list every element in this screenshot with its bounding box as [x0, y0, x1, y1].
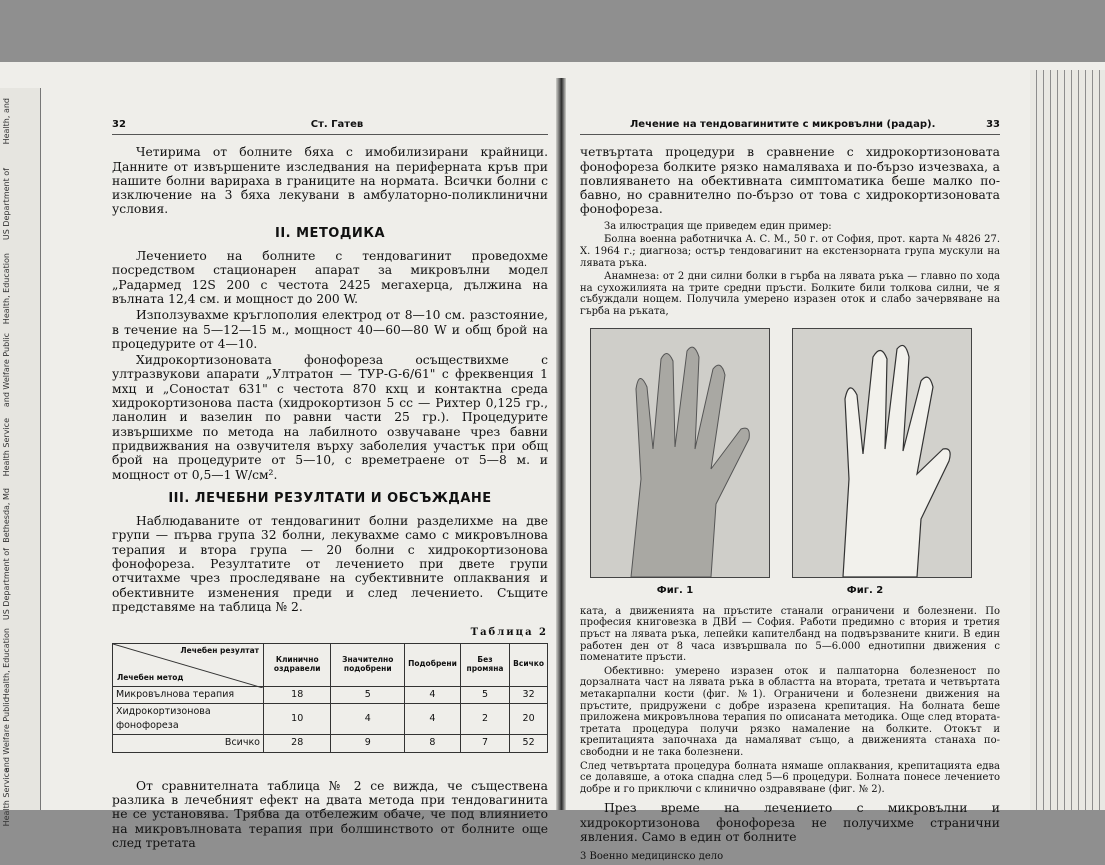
row-name: Хидрокортизонова фонофореза [113, 703, 264, 735]
corner-bottom-label: Лечебен метод [117, 673, 184, 682]
spine-label: US Department of [2, 548, 11, 621]
figures [590, 328, 1000, 578]
left-page [112, 118, 548, 852]
column-header: Подобрени [405, 643, 461, 686]
spine-label: Health Service [2, 768, 11, 827]
case-paragraph: ката, а движенията на пръстите станали ограничени и болезнени. По професия книговезка в ДВИ — София. Работи предимно с втория и третия пръст на лявата ръка, лепейки капителбанд на подвързваните книги. В един работен ден от 8 часа извършвала по 5—6.000 еднотипни движения с поменатите пръсти. [580, 605, 1000, 664]
page-number: 33 [986, 119, 1000, 130]
table-cell: 9 [331, 735, 405, 752]
table-cell: 8 [405, 735, 461, 752]
table-corner [113, 643, 264, 686]
column-header: Клинично оздравели [264, 643, 331, 686]
table-cell: 20 [510, 703, 548, 735]
running-header [580, 118, 1000, 135]
spine-label: Health, Education [2, 253, 11, 325]
spine-label: and Welfare Public [2, 333, 11, 408]
column-header: Значително подобрени [331, 643, 405, 686]
table-cell: 2 [460, 703, 509, 735]
page-number: 32 [112, 119, 126, 130]
closing-paragraph: От сравнителната таблица № 2 се вижда, че съществена разлика в лечебният ефект на двата метода при тендовагинита не се установява. Трябва да отбележим обаче, че под влиянието на микровълновата терапия при болшинството от болните още след третата [112, 778, 548, 850]
table-caption: Таблица 2 [470, 627, 548, 639]
page-edges [1030, 70, 1105, 810]
case-paragraph: Обективно: умерено изразен оток и палпаторна болезненост по дорзалната част на лявата ръка в областта на втората, третата и четвъртата метакарпални кости (фиг. №1). Ограничени и болезнени движения на пръстите, придружени с добре изразена крепитация. На болната беше приложена микровълнова терапия по описаната методика. Още след втората-третата процедура получи рязко намаление на болките. Отокът и крепитацията започнаха да намаляват също, а движенията станаха по-свободни и не така болезнени. [580, 665, 1000, 758]
figure-2-caption: Фиг. 2 [846, 584, 884, 596]
example-paragraph: Анамнеза: от 2 дни силни болки в гърба на лявата ръка — главно по хода на сухожилията на трите средни пръсти. Болките били толкова силни, че я събуждали нощем. Получила умерено изразен оток и слабо зачервяване на гърба на ръката, [580, 271, 1000, 317]
example-paragraph: Болна военна работничка А. С. М., 50 г. от София, прот. карта № 4826 27. X. 1964 г.; диагноза; остър тендовагинит на екстензорната група мускули на лявата ръка. [580, 234, 1000, 269]
table-cell: 5 [460, 686, 509, 703]
figure-1-photo [590, 328, 770, 578]
right-page [580, 118, 1000, 865]
spine-label: Health, and [2, 98, 11, 145]
running-author: Ст. Гатев [310, 119, 364, 130]
spine-label: Health Service [2, 418, 11, 477]
running-header [112, 118, 548, 135]
results-table [112, 643, 548, 753]
case-paragraph: След четвъртата процедура болната нямаше оплаквания, крепитацията едва се долавяше, а отока спадна след 5—6 процедури. Болната понесе лечението добре и го приключи с клинично оздравяване (фиг. № 2). [580, 760, 1000, 795]
spine-label: Bethesda, Md [2, 488, 11, 543]
row-name: Микровълнова терапия [113, 686, 264, 703]
figure-2-photo [792, 328, 972, 578]
figure-captions [580, 584, 960, 598]
hand-photo-icon [591, 329, 769, 577]
corner-top-label: Лечебен резултат [180, 645, 259, 655]
table-cell: 18 [264, 686, 331, 703]
column-header: Всичко [510, 643, 548, 686]
results-paragraph: Наблюдаваните от тендовагинит болни разделихме на две групи — първа група 32 болни, лекувахме само с микровълнова терапия и втора група — 20 болни с хидрокортизонова фонофореза. Резултатите от лечението при двете групи отчитахме чрез проследяване на субективните оплаквания и обективните изменения преди и след лечението. Същите представяме на таблица № 2. [112, 514, 548, 614]
body-paragraph: През време на лечението с микровълни и хидрокортизонова фонофореза не получихме странични явления. Само в един от болните [580, 801, 1000, 844]
table-cell: 4 [405, 703, 461, 735]
method-paragraph: Хидрокортизоновата фонофореза осъществихме с ултразвукови апарати „Ултратон — ТУР-G-6/61" с фреквенция 1 мхц и „Соностат 631" с честота 870 кхц и контактна среда хидрокортизонова паста (хидрокортизон 5 cc — Рихтер 0,125 гр., ланолин и вазелин по равни части 25 гр.). Процедурите извършихме по метода на лабилното озвучаване чрез бавни придвижвания на озвучителя върху заболелия участък при общ брой на процедурите от 5—10, с времетраене от 5—8 м. и мощност от 0,5—1 W/cм². [112, 353, 548, 482]
table-cell: 5 [331, 686, 405, 703]
method-paragraph: Лечението на болните с тендовагинит проведохме посредством стационарен апарат за микровълни модел „Радармед 12S 200 с честота 2425 мегахерца, дължина на вълната 12,4 см. и мощност до 200 W. [112, 249, 548, 306]
table-row-total [113, 735, 548, 752]
section-heading: III. ЛЕЧЕБНИ РЕЗУЛТАТИ И ОБСЪЖДАНЕ [168, 490, 492, 506]
hand-photo-icon [793, 329, 971, 577]
table-cell: 10 [264, 703, 331, 735]
page-footer: 3 Военно медицинско дело [580, 851, 724, 863]
book-gutter [556, 78, 566, 810]
example-intro: За илюстрация ще приведем един пример: [604, 220, 832, 232]
library-stamp-strip [0, 88, 41, 827]
row-name: Всичко [113, 735, 264, 752]
column-header: Без промяна [460, 643, 509, 686]
table-cell: 28 [264, 735, 331, 752]
table-cell: 32 [510, 686, 548, 703]
table-cell: 4 [405, 686, 461, 703]
table-cell: 4 [331, 703, 405, 735]
method-paragraph: Използувахме кръглополия електрод от 8—10 см. разстояние, в течение на 5—12—15 м., мощност 40—60—80 W и общ брой на процедурите от 4—10. [112, 308, 548, 351]
body-paragraph: четвъртата процедури в сравнение с хидрокортизоновата фонофореза болките рязко намаляваха и по-бързо изчезваха, а повлияването на обективната симптоматика беше малко по-бавно, но сравнително по-бързо от това с хидрокортизоновата фонофореза. [580, 145, 1000, 217]
table-row [113, 703, 548, 735]
section-heading: II. МЕТОДИКА [274, 225, 386, 241]
intro-paragraph: Четирима от болните бяха с имобилизирани крайници. Данните от извършените изследвания на периферната кръв при нашите болни варираха в границите на нормата. Всички болни с изключение на 3 бяха лекувани в амбулаторно-поликлинични условия. [112, 145, 548, 217]
spine-label: US Department of [2, 168, 11, 241]
figure-1-caption: Фиг. 1 [656, 584, 694, 596]
running-title: Лечение на тендовагинитите с микровълни (радар). [630, 119, 936, 130]
table-cell: 52 [510, 735, 548, 752]
spine-label: Health, Education [2, 628, 11, 700]
table-cell: 7 [460, 735, 509, 752]
spine-label: and Welfare Public [2, 698, 11, 773]
table-row [113, 686, 548, 703]
